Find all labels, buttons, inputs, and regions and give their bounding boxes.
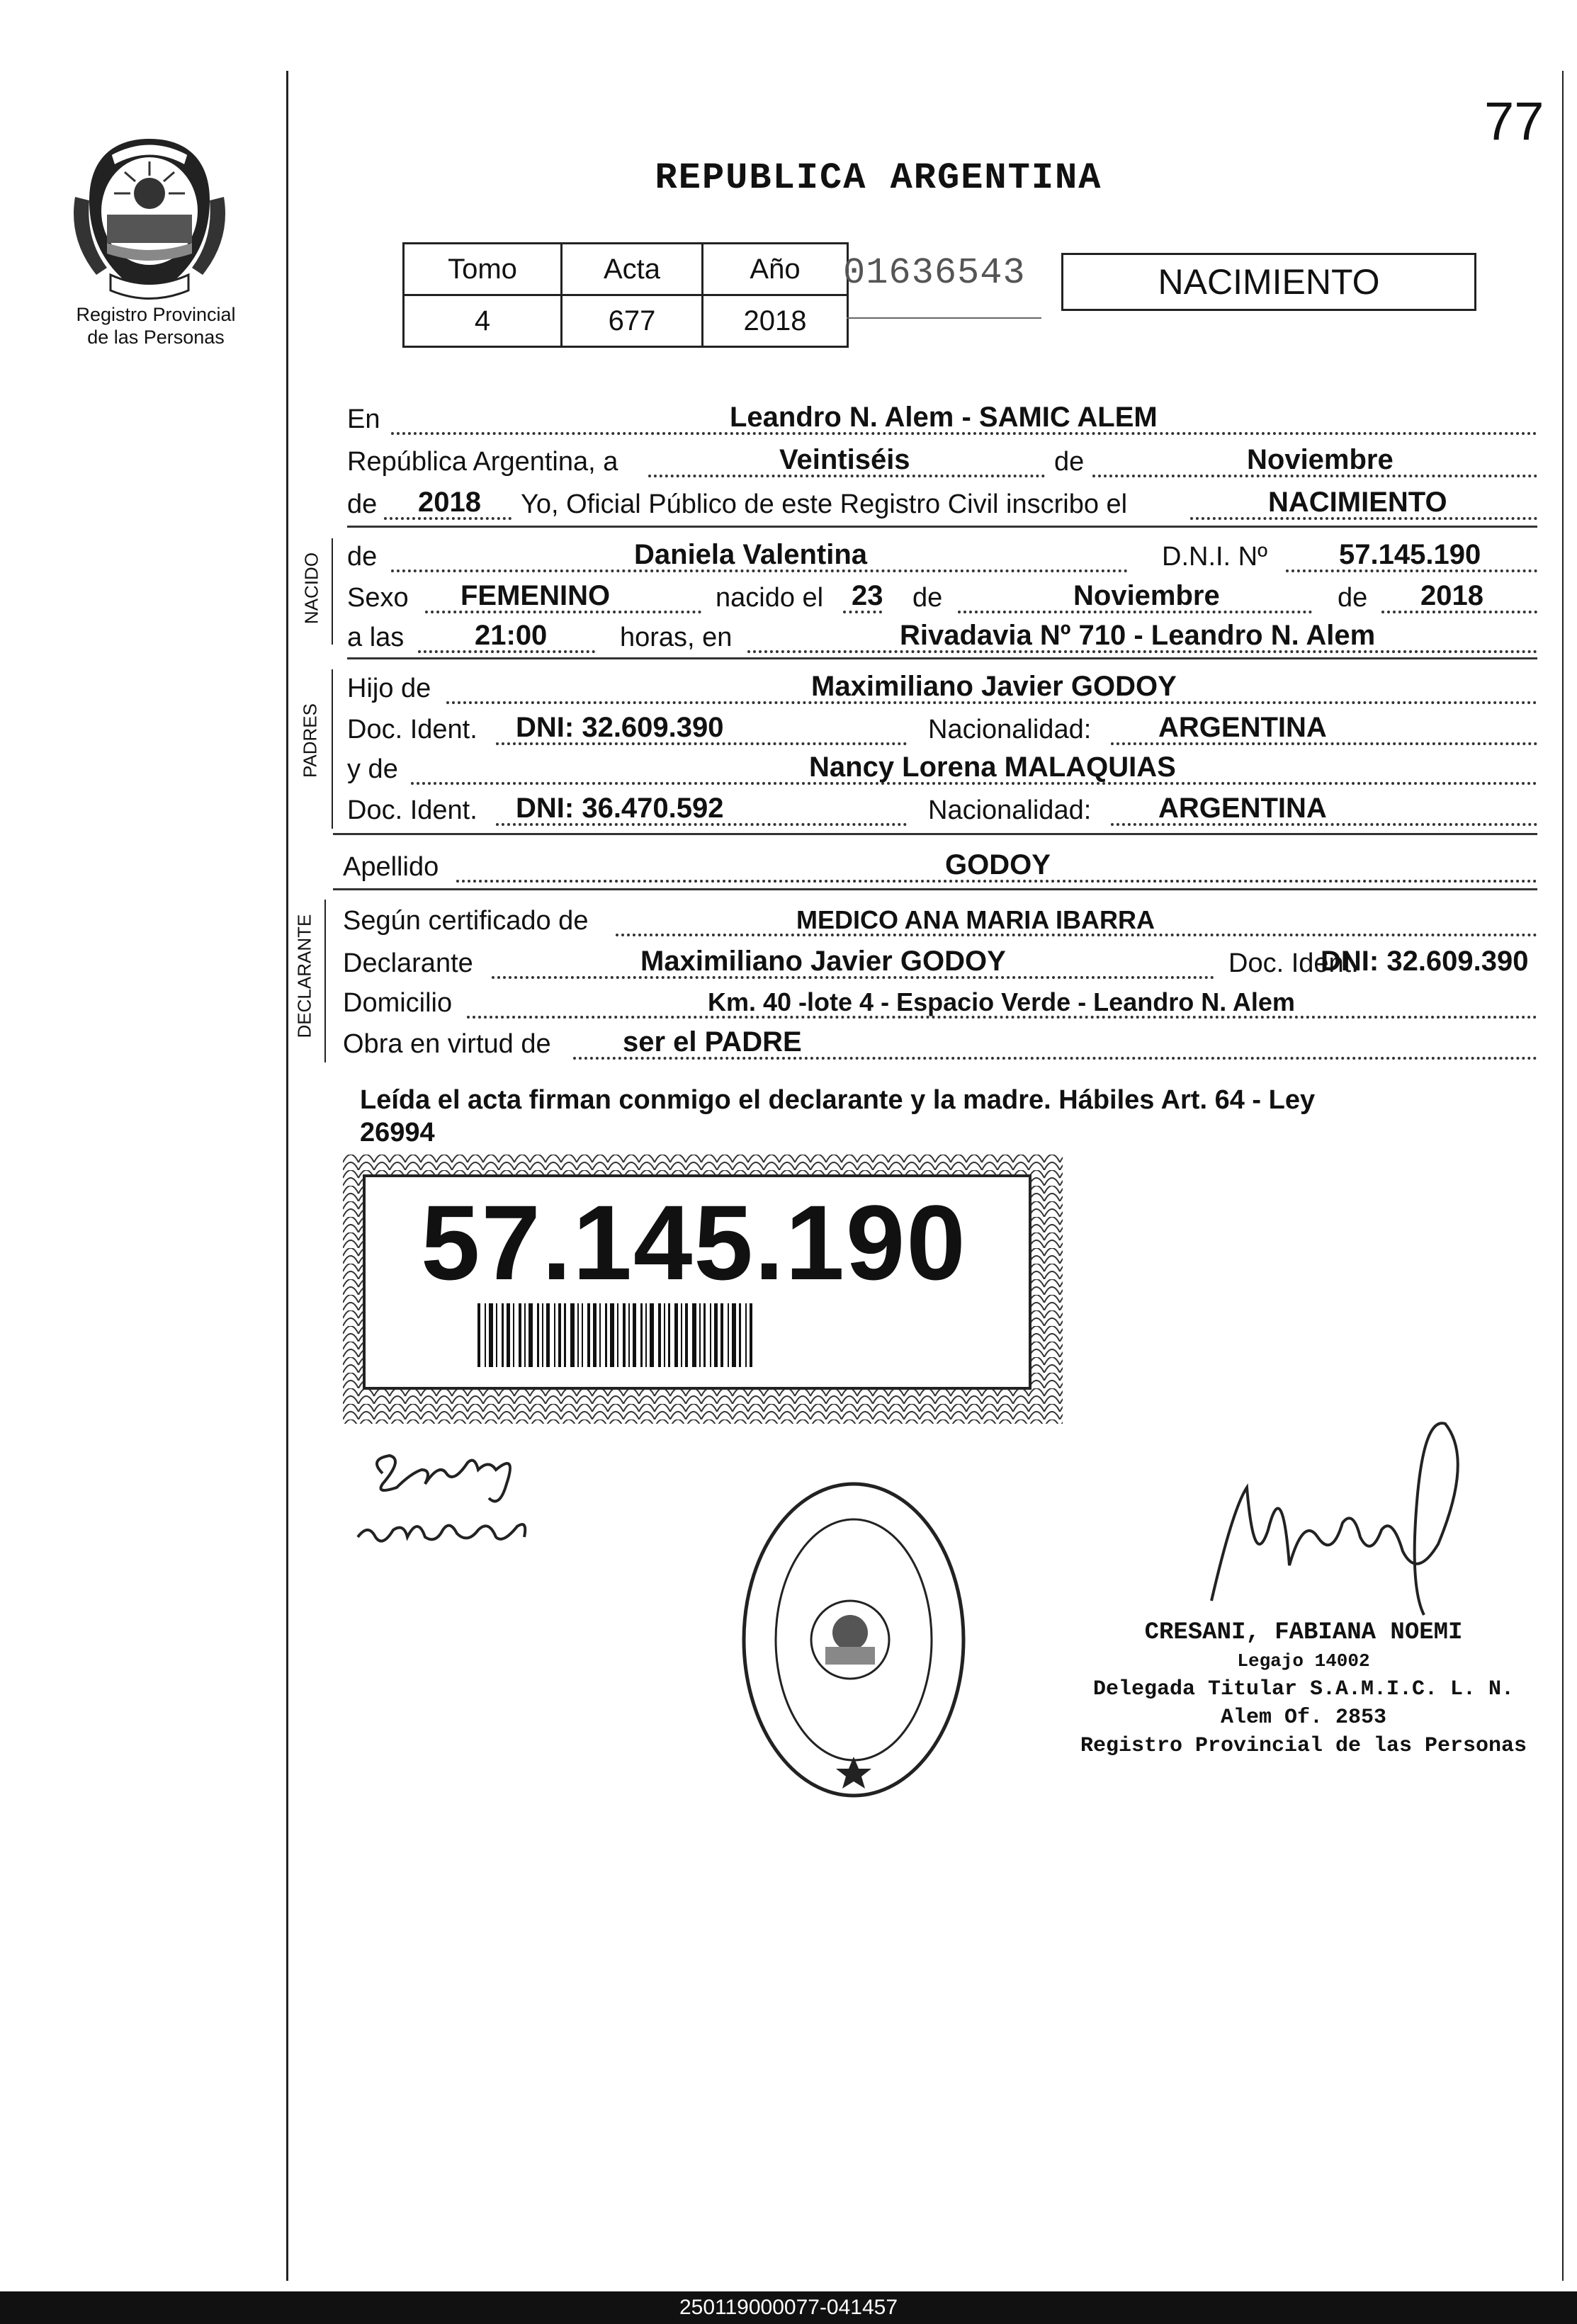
row-hora: a las 21:00 horas, en Rivadavia Nº 710 - Leandro N. Alem	[347, 616, 1537, 657]
padre-value: Maximiliano Javier GODOY	[811, 671, 1177, 702]
anio-nac-value: 2018	[1420, 580, 1483, 611]
dni-stamp	[343, 1155, 1063, 1424]
official-signature-block	[1063, 1619, 1544, 1760]
registry-caption: Registro Provincial de las Personas	[76, 304, 236, 348]
row-certificado: Según certificado de MEDICO ANA MARIA IBARRA	[343, 900, 1537, 941]
apellido-value: GODOY	[945, 849, 1051, 880]
anio-value: 2018	[418, 487, 481, 518]
padre-nac-value: ARGENTINA	[1158, 712, 1327, 743]
nombre-value: Daniela Valentina	[634, 539, 868, 570]
domicilio-decl-value: Km. 40 -lote 4 - Espacio Verde - Leandro N. Alem	[708, 987, 1295, 1016]
serial-number: 01636543	[843, 252, 1026, 294]
madre-dni-value: DNI: 36.470.592	[516, 793, 724, 824]
value-acta: 677	[562, 295, 703, 347]
header-tomo: Tomo	[404, 244, 562, 295]
mes-value: Noviembre	[1247, 444, 1394, 475]
row-fecha: República Argentina, a Veintiséis de Noviembre	[347, 441, 1537, 482]
dia-letras-value: Veintiséis	[779, 444, 910, 475]
dni-value: 57.145.190	[1339, 539, 1481, 570]
value-tomo: 4	[404, 295, 562, 347]
serial-underline	[847, 317, 1041, 319]
row-declarante: Declarante Maximiliano Javier GODOY Doc. Ident. DNI: 32.609.390	[343, 946, 1529, 978]
page-number: 77	[1484, 91, 1544, 152]
separator-3	[333, 833, 1537, 835]
hora-value: 21:00	[475, 620, 548, 651]
document-title: REPUBLICA ARGENTINA	[655, 157, 1102, 199]
obra-value: ser el PADRE	[623, 1026, 802, 1058]
madre-value: Nancy Lorena MALAQUIAS	[809, 752, 1176, 783]
barcode-icon	[477, 1303, 874, 1374]
mes-nac-value: Noviembre	[1073, 580, 1220, 611]
official-legajo: Legajo 14002	[1237, 1650, 1370, 1672]
row-apellido: Apellido GODOY	[343, 846, 1537, 887]
padre-dni-value: DNI: 32.609.390	[516, 712, 724, 743]
header-anio: Año	[703, 244, 848, 295]
section-declarante-bar	[324, 900, 326, 1062]
row-lugar: En Leandro N. Alem - SAMIC ALEM	[347, 398, 1537, 439]
margin-line-left	[286, 71, 288, 2281]
official-signature-icon	[1190, 1417, 1488, 1629]
header-acta: Acta	[562, 244, 703, 295]
row-acto: de 2018 Yo, Oficial Público de este Registro Civil inscribo el NACIMIENTO	[347, 483, 1537, 524]
section-nacido-bar	[332, 538, 333, 645]
separator-4	[333, 888, 1537, 890]
acto-value: NACIMIENTO	[1268, 487, 1447, 518]
row-obra: Obra en virtud de ser el PADRE	[343, 1023, 1537, 1064]
row-sexo: Sexo FEMENINO nacido el 23 de Noviembre de 2018	[347, 577, 1537, 618]
sexo-value: FEMENINO	[460, 580, 611, 611]
domicilio-nac-value: Rivadavia Nº 710 - Leandro N. Alem	[900, 620, 1376, 651]
certificate-type-box: NACIMIENTO	[1061, 253, 1476, 311]
dni-stamp-number: 57.145.190	[421, 1183, 967, 1302]
row-domicilio: Domicilio Km. 40 -lote 4 - Espacio Verde - Leandro N. Alem	[343, 982, 1537, 1023]
official-office: Registro Provincial de las Personas	[1080, 1734, 1527, 1758]
separator-2	[347, 657, 1537, 659]
row-padre-doc: Doc. Ident. DNI: 32.609.390 Nacionalidad: ARGENTINA	[347, 708, 1537, 749]
dia-nac-value: 23	[852, 580, 883, 611]
footer-code: 250119000077-041457	[0, 2291, 1577, 2324]
official-name: CRESANI, FABIANA NOEMI	[1144, 1619, 1463, 1646]
certificado-value: MEDICO ANA MARIA IBARRA	[796, 905, 1155, 934]
closing-note: Leída el acta firman conmigo el declarante y la madre. Hábiles Art. 64 - Ley 26994	[360, 1085, 1316, 1147]
misiones-emblem-icon	[68, 133, 231, 303]
margin-line-right	[1562, 71, 1564, 2281]
lugar-value: Leandro N. Alem - SAMIC ALEM	[730, 402, 1158, 433]
declarante-dni-value: DNI: 32.609.390	[1321, 946, 1529, 977]
official-role: Delegada Titular S.A.M.I.C. L. N. Alem Of. 2853	[1092, 1677, 1515, 1730]
registry-table	[402, 242, 849, 348]
row-nombre: de Daniela Valentina D.N.I. Nº 57.145.190	[347, 535, 1537, 577]
separator-1	[347, 526, 1537, 528]
declarante-value: Maximiliano Javier GODOY	[640, 946, 1006, 977]
section-nacido-label: NACIDO	[300, 552, 322, 625]
section-declarante-label: DECLARANTE	[293, 914, 315, 1038]
section-padres-bar	[332, 669, 333, 829]
parent-signatures-icon	[354, 1431, 567, 1587]
madre-nac-value: ARGENTINA	[1158, 793, 1327, 824]
value-anio: 2018	[703, 295, 848, 347]
section-padres-label: PADRES	[299, 703, 321, 778]
row-madre: y de Nancy Lorena MALAQUIAS	[347, 748, 1537, 789]
row-madre-doc: Doc. Ident. DNI: 36.470.592 Nacionalidad: ARGENTINA	[347, 789, 1537, 830]
row-padre: Hijo de Maximiliano Javier GODOY	[347, 667, 1537, 708]
registry-seal-icon	[737, 1477, 971, 1803]
